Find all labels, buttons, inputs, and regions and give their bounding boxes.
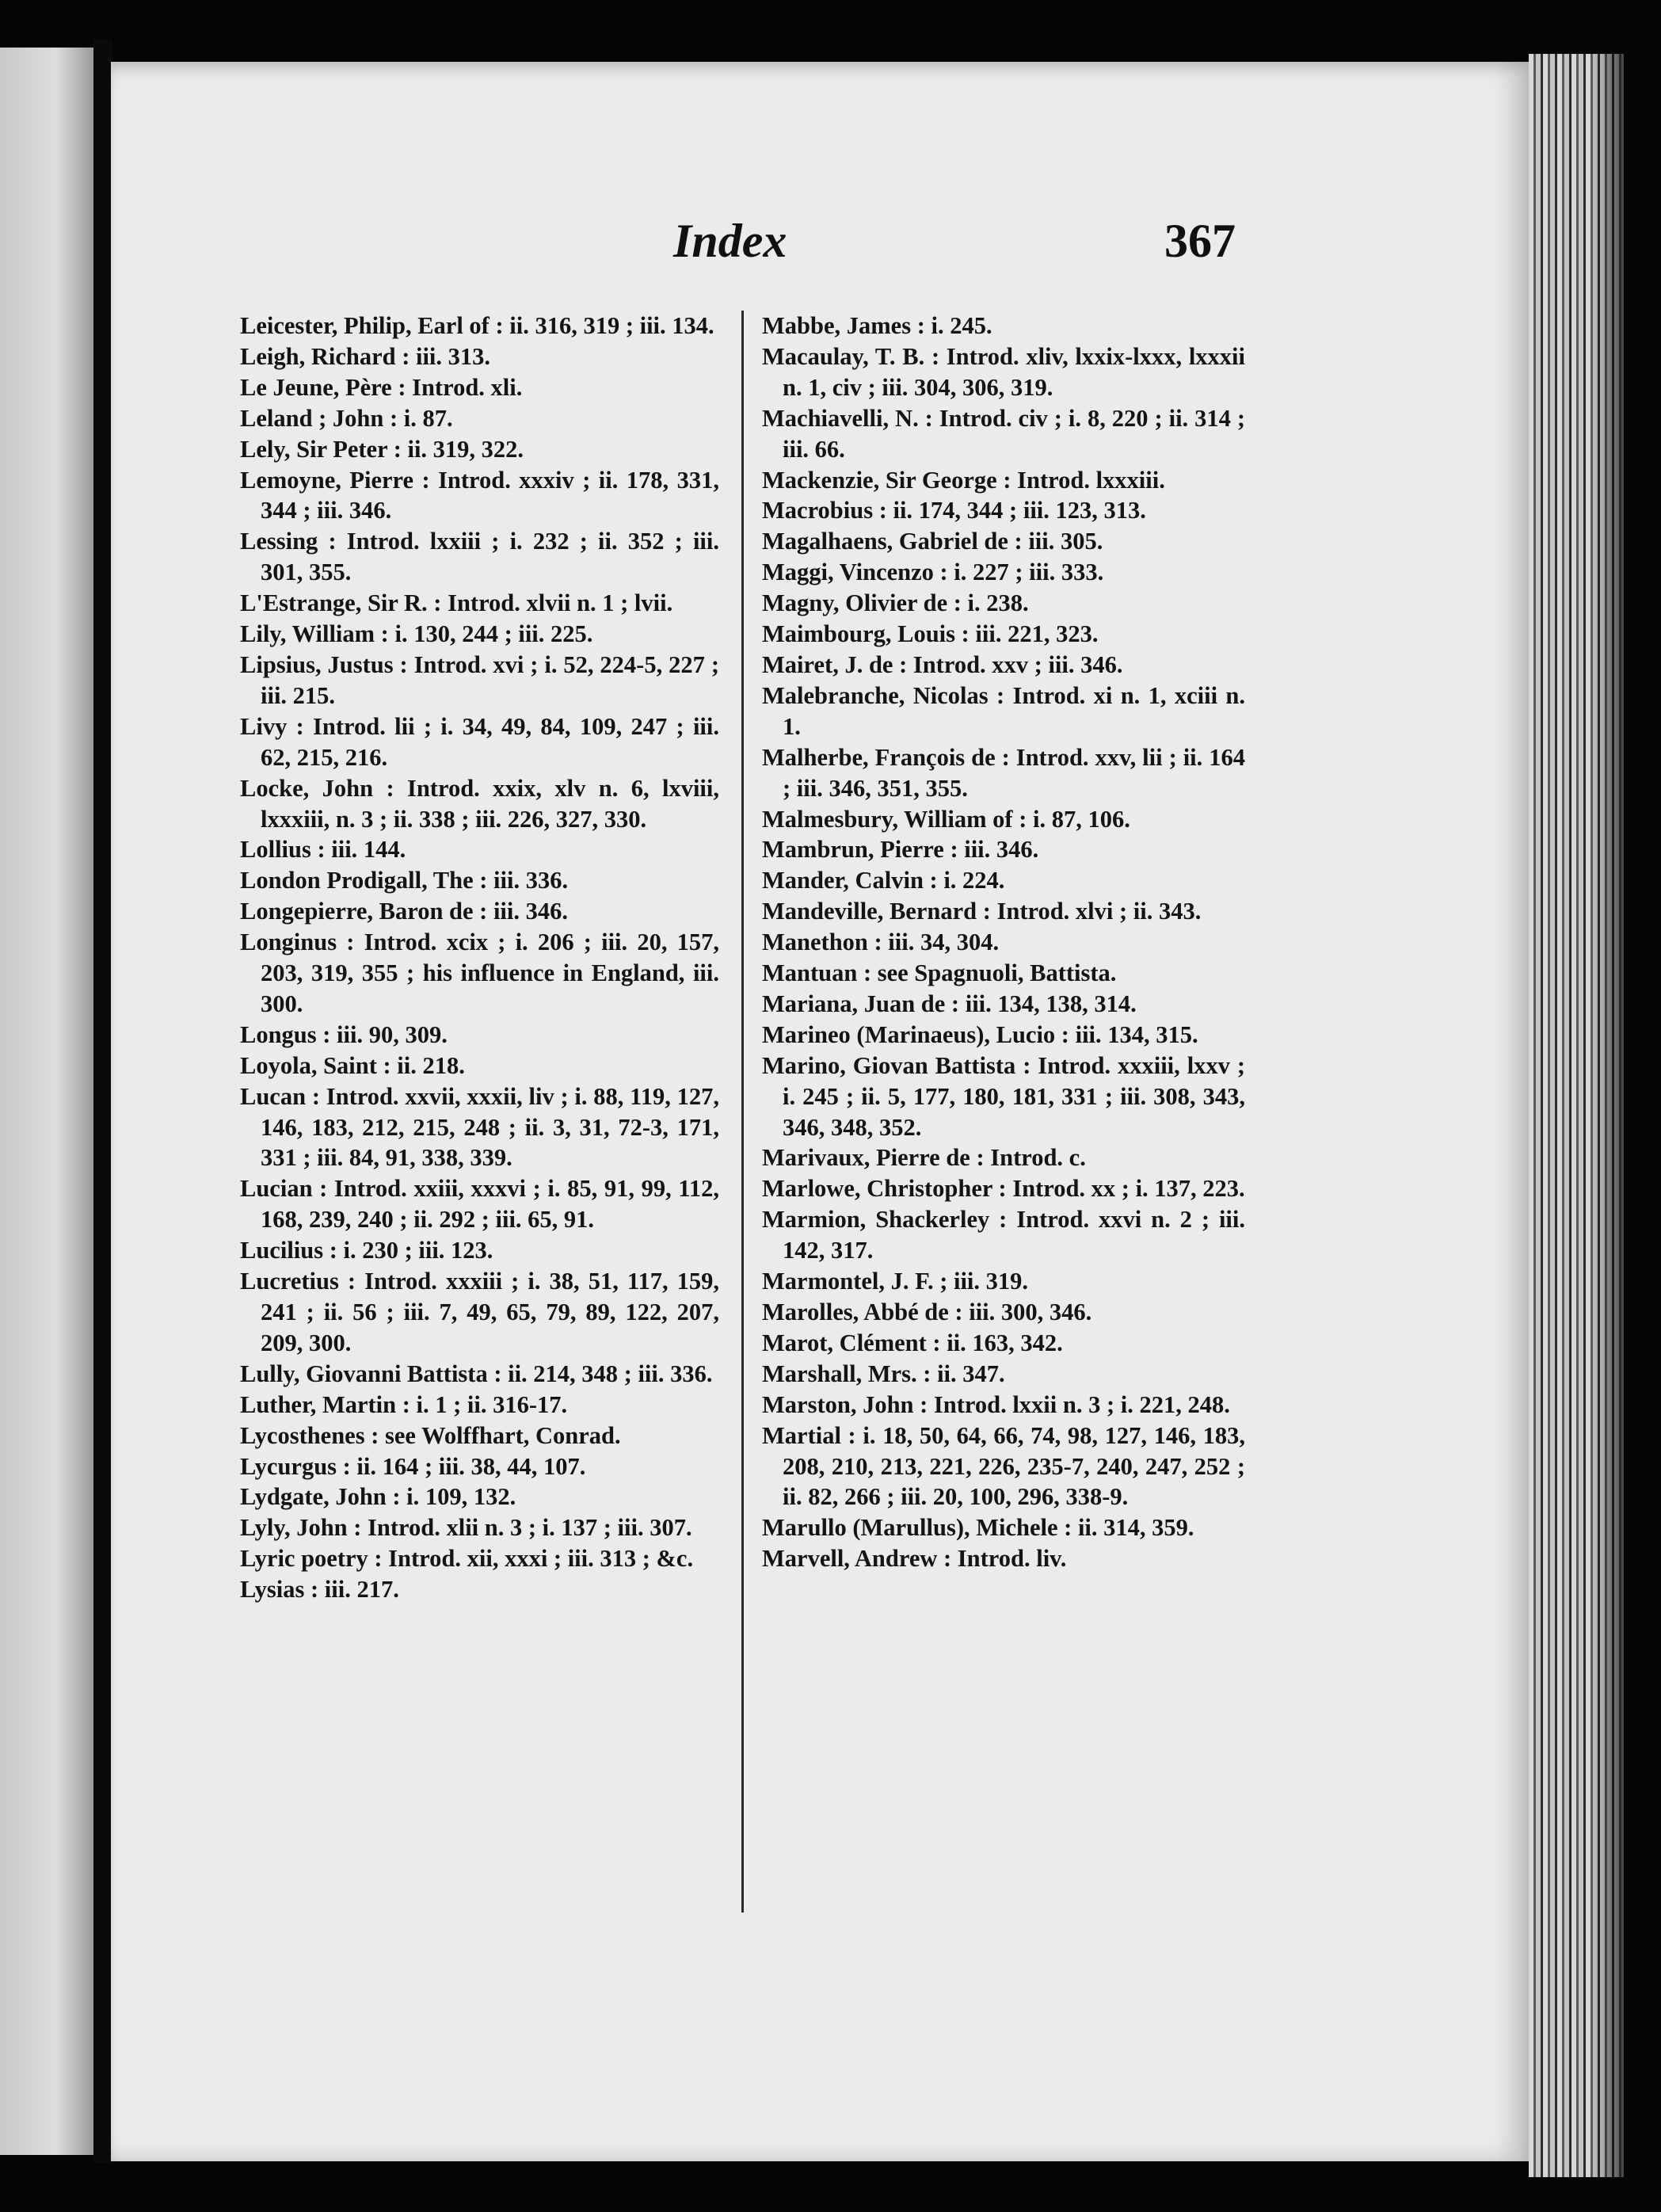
index-entry: Machiavelli, N. : Introd. civ ; i. 8, 220 ; ii. 314 ; iii. 66. (762, 404, 1245, 463)
index-entry: Lipsius, Justus : Introd. xvi ; i. 52, 224-5, 227 ; iii. 215. (240, 650, 719, 709)
index-entry: Leicester, Philip, Earl of : ii. 316, 319 ; iii. 134. (240, 312, 714, 339)
index-entry: Marot, Clément : ii. 163, 342. (762, 1329, 1063, 1356)
index-entry: Marvell, Andrew : Introd. liv. (762, 1545, 1067, 1573)
index-entry: Leigh, Richard : iii. 313. (240, 342, 491, 370)
index-entry: Magalhaens, Gabriel de : iii. 305. (762, 528, 1103, 555)
index-entry: Maimbourg, Louis : iii. 221, 323. (762, 620, 1099, 648)
index-entry: Marmion, Shackerley : Introd. xxvi n. 2 ; iii. 142, 317. (762, 1206, 1245, 1264)
index-entry: Marolles, Abbé de : iii. 300, 346. (762, 1299, 1092, 1325)
index-entry: Marineo (Marinaeus), Lucio : iii. 134, 315. (762, 1020, 1198, 1048)
index-entry: Lely, Sir Peter : ii. 319, 322. (240, 435, 524, 463)
running-title: Index (673, 215, 787, 267)
index-entry: Le Jeune, Père : Introd. xli. (240, 373, 523, 401)
index-entry: Marino, Giovan Battista : Introd. xxxiii, lxxv ; i. 245 ; ii. 5, 177, 180, 181, 331 ; iii. 308, 343, 346, 348, 352. (762, 1051, 1245, 1141)
index-entry: Mackenzie, Sir George : Introd. lxxxiii. (762, 466, 1165, 494)
index-entry: Marshall, Mrs. : ii. 347. (762, 1360, 1005, 1387)
index-entry: Mabbe, James : i. 245. (762, 312, 992, 339)
page-header (111, 214, 1529, 285)
facing-page-edge (0, 48, 101, 2155)
index-entry: Mander, Calvin : i. 224. (762, 867, 1005, 894)
index-entry: Lucan : Introd. xxvii, xxxii, liv ; i. 88, 119, 127, 146, 183, 212, 215, 248 ; ii. 3, 31, 72-3, 171, 331 ; iii. 84, 91, 338, 339. (240, 1082, 719, 1172)
index-entry: Lyly, John : Introd. xlii n. 3 ; i. 137 ; iii. 307. (240, 1514, 692, 1542)
index-entry: Marullo (Marullus), Michele : ii. 314, 359. (762, 1514, 1194, 1542)
index-entry: Malherbe, François de : Introd. xxv, lii ; ii. 164 ; iii. 346, 351, 355. (762, 743, 1245, 802)
index-entry: Malmesbury, William of : i. 87, 106. (762, 805, 1130, 833)
column-divider (741, 311, 744, 1913)
index-entry: Manethon : iii. 34, 304. (762, 929, 1000, 956)
index-entry: Marlowe, Christopher : Introd. xx ; i. 137, 223. (762, 1175, 1245, 1203)
index-column-right (762, 311, 1245, 1574)
index-entry: Martial : i. 18, 50, 64, 66, 74, 98, 127, 146, 183, 208, 210, 213, 221, 226, 235-7, 240, 247, 252 ; ii. 82, 266 ; iii. 20, 100, 296, 338-9. (762, 1421, 1245, 1511)
index-entry: London Prodigall, The : iii. 336. (240, 867, 569, 894)
index-entry: Lysias : iii. 217. (240, 1576, 399, 1604)
page-stack-shadow (1592, 54, 1640, 2177)
index-entry: Lollius : iii. 144. (240, 836, 406, 864)
index-entry: Mambrun, Pierre : iii. 346. (762, 836, 1039, 864)
index-entry: Mantuan : see Spagnuoli, Battista. (762, 959, 1117, 987)
index-entry: Marivaux, Pierre de : Introd. c. (762, 1144, 1086, 1172)
index-entry: Lully, Giovanni Battista : ii. 214, 348 ; iii. 336. (240, 1360, 713, 1387)
index-column-left (240, 311, 719, 1605)
index-entry: Magny, Olivier de : i. 238. (762, 589, 1029, 617)
index-entry: Marston, John : Introd. lxxii n. 3 ; i. 221, 248. (762, 1390, 1230, 1418)
index-entry: Marmontel, J. F. ; iii. 319. (762, 1268, 1029, 1295)
index-entry: Locke, John : Introd. xxix, xlv n. 6, lxviii, lxxxiii, n. 3 ; ii. 338 ; iii. 226, 327, 330. (240, 774, 719, 833)
index-entry: Lucretius : Introd. xxxiii ; i. 38, 51, 117, 159, 241 ; ii. 56 ; iii. 7, 49, 65, 79, 89, 122, 207, 209, 300. (240, 1268, 719, 1356)
index-entry: Mariana, Juan de : iii. 134, 138, 314. (762, 990, 1137, 1017)
index-entry: Lycurgus : ii. 164 ; iii. 38, 44, 107. (240, 1452, 586, 1480)
index-entry: Mandeville, Bernard : Introd. xlvi ; ii. 343. (762, 898, 1202, 925)
index-entry: Macaulay, T. B. : Introd. xliv, lxxix-lxxx, lxxxii n. 1, civ ; iii. 304, 306, 319. (762, 342, 1245, 401)
index-entry: Leland ; John : i. 87. (240, 404, 453, 432)
index-entry: Malebranche, Nicolas : Introd. xi n. 1, xciii n. 1. (762, 681, 1245, 740)
book-gutter (93, 40, 112, 2163)
index-entry: Maggi, Vincenzo : i. 227 ; iii. 333. (762, 559, 1104, 586)
index-entry: Lucilius : i. 230 ; iii. 123. (240, 1237, 493, 1264)
index-entry: Lycosthenes : see Wolffhart, Conrad. (240, 1421, 621, 1449)
index-entry: Longus : iii. 90, 309. (240, 1020, 448, 1048)
index-entry: Longepierre, Baron de : iii. 346. (240, 898, 568, 925)
index-entry: Lydgate, John : i. 109, 132. (240, 1483, 516, 1511)
index-entry: L'Estrange, Sir R. : Introd. xlvii n. 1 ; lvii. (240, 589, 673, 617)
index-entry: Lucian : Introd. xxiii, xxxvi ; i. 85, 91, 99, 112, 168, 239, 240 ; ii. 292 ; iii. 65, 91. (240, 1175, 719, 1234)
index-entry: Loyola, Saint : ii. 218. (240, 1051, 465, 1079)
index-entry: Lyric poetry : Introd. xii, xxxi ; iii. 313 ; &c. (240, 1545, 694, 1573)
page-number: 367 (1164, 215, 1236, 267)
index-entry: Lessing : Introd. lxxiii ; i. 232 ; ii. 352 ; iii. 301, 355. (240, 528, 719, 586)
index-entry: Mairet, J. de : Introd. xxv ; iii. 346. (762, 650, 1123, 678)
index-entry: Lemoyne, Pierre : Introd. xxxiv ; ii. 178, 331, 344 ; iii. 346. (240, 466, 719, 524)
index-entry: Macrobius : ii. 174, 344 ; iii. 123, 313. (762, 497, 1146, 524)
index-entry: Livy : Introd. lii ; i. 34, 49, 84, 109, 247 ; iii. 62, 215, 216. (240, 712, 719, 771)
index-entry: Lily, William : i. 130, 244 ; iii. 225. (240, 620, 593, 648)
index-entry: Luther, Martin : i. 1 ; ii. 316-17. (240, 1390, 568, 1418)
index-entry: Longinus : Introd. xcix ; i. 206 ; iii. 20, 157, 203, 319, 355 ; his influence in England, iii. 300. (240, 929, 719, 1017)
